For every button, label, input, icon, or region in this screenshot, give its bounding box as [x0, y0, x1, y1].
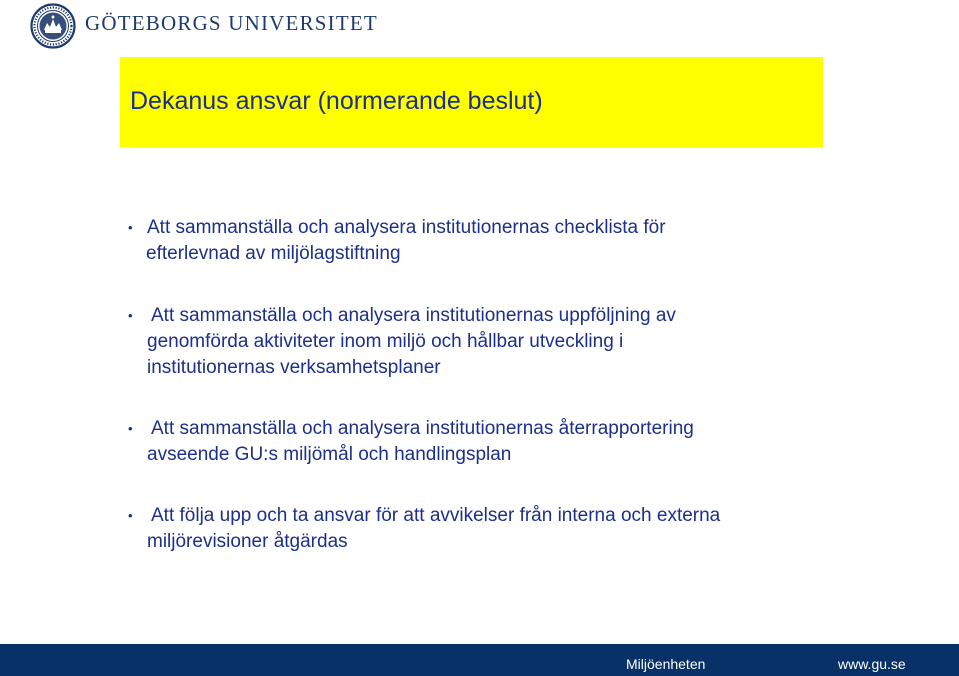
- university-seal-icon: [30, 3, 76, 49]
- bullet-dot-icon: •: [128, 220, 133, 235]
- bullet-line: institutionernas verksamhetsplaner: [147, 357, 441, 378]
- bullet-line: efterlevnad av miljölagstiftning: [146, 243, 401, 264]
- footer-bar: [0, 644, 959, 676]
- university-name: GÖTEBORGS UNIVERSITET: [85, 11, 378, 35]
- title-banner: [120, 57, 823, 147]
- page-title: Dekanus ansvar (normerande beslut): [130, 87, 543, 115]
- bullet-line: Att sammanställa och analysera institutionernas återrapportering: [151, 418, 694, 439]
- bullet-text: [147, 416, 807, 468]
- bullet-line: genomförda aktiviteter inom miljö och hållbar utveckling i: [147, 331, 624, 352]
- bullet-line: Att sammanställa och analysera institutionernas uppföljning av: [151, 305, 676, 326]
- bullet-dot-icon: •: [128, 308, 133, 323]
- bullet-text: [147, 215, 807, 267]
- bullet-line: avseende GU:s miljömål och handlingsplan: [147, 444, 512, 465]
- bullet-text: [147, 303, 807, 381]
- bullet-dot-icon: •: [128, 421, 133, 436]
- bullet-dot-icon: •: [128, 508, 133, 523]
- footer-department: Miljöenheten: [626, 656, 706, 672]
- bullet-text: [147, 503, 807, 555]
- bullet-line: Att sammanställa och analysera institutionernas checklista för: [147, 217, 666, 238]
- bullet-line: miljörevisioner åtgärdas: [147, 531, 348, 552]
- footer-website-link[interactable]: www.gu.se: [838, 656, 906, 672]
- bullet-line: Att följa upp och ta ansvar för att avvikelser från interna och externa: [151, 505, 721, 526]
